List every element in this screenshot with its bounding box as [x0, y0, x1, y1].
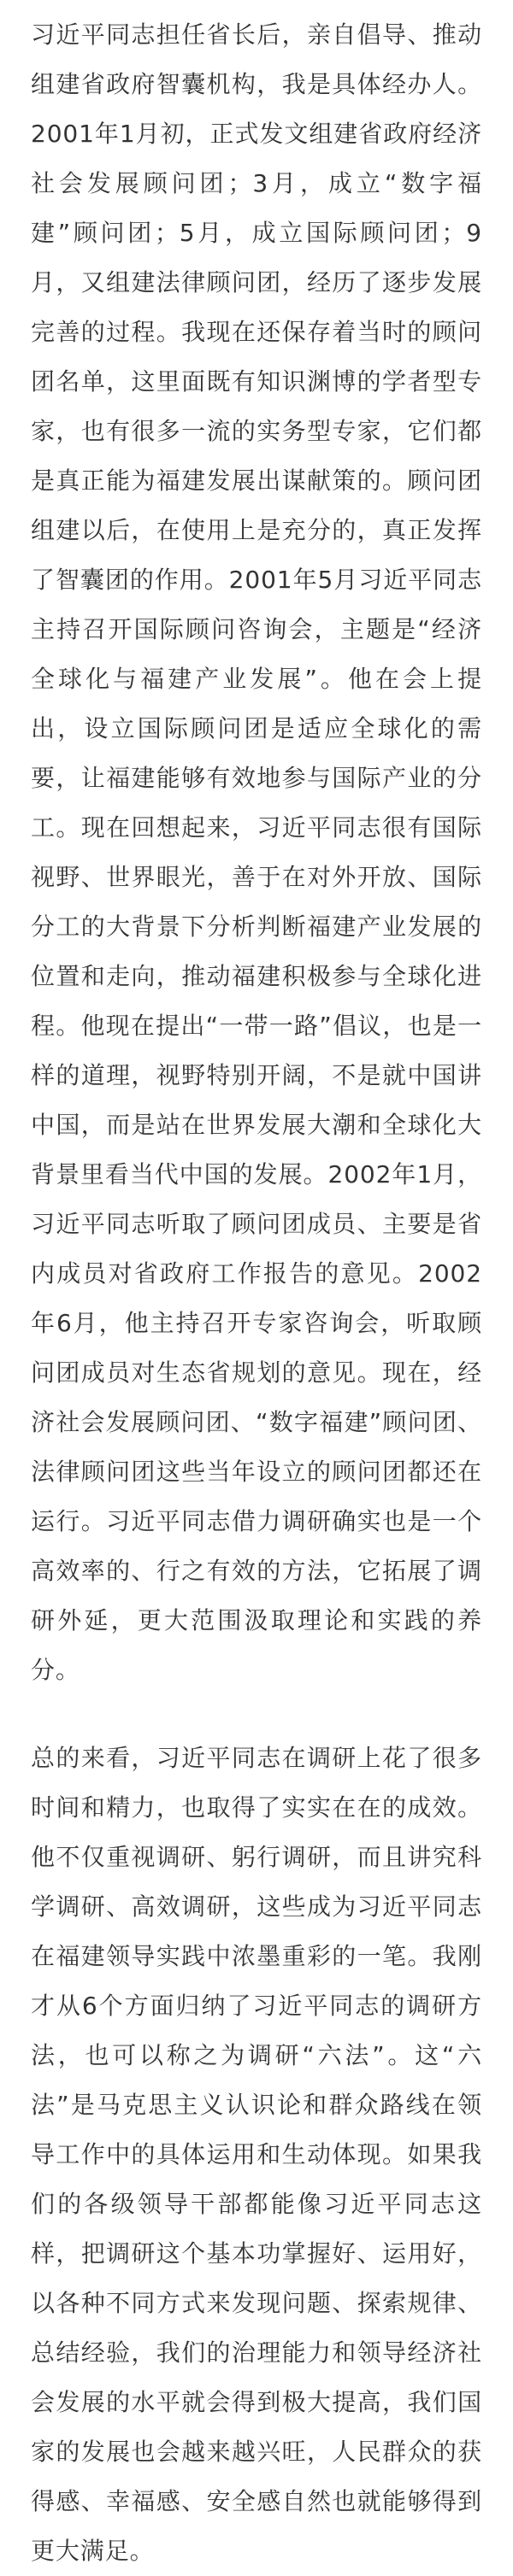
paragraph-advisory-groups: 习近平同志担任省长后，亲自倡导、推动组建省政府智囊机构，我是具体经办人。2001年1月初，正式发文组建省政府经济社会发展顾问团；3月，成立“数字福建”顾问团；5月，成立国际顾问团；9月，又组建法律顾问团，经历了逐步发展完善的过程。我现在还保存着当时的顾问团名单，这里面既有知识渊博的学者型专家，也有很多一流的实务型专家，它们都是真正能为福建发展出谋献策的。顾问团组建以后，在使用上是充分的，真正发挥了智囊团的作用。2001年5月习近平同志主持召开国际顾问咨询会，主题是“经济全球化与福建产业发展”。他在会上提出，设立国际顾问团是适应全球化的需要，让福建能够有效地参与国际产业的分工。现在回想起来，习近平同志很有国际视野、世界眼光，善于在对外开放、国际分工的大背景下分析判断福建产业发展的位置和走向，推动福建积极参与全球化进程。他现在提出“一带一路”倡议，也是一样的道理，视野特别开阔，不是就中国讲中国，而是站在世界发展大潮和全球化大背景里看当代中国的发展。2002年1月，习近平同志听取了顾问团成员、主要是省内成员对省政府工作报告的意见。2002年6月，他主持召开专家咨询会，听取顾问团成员对生态省规划的意见。现在，经济社会发展顾问团、“数字福建”顾问团、法律顾问团这些当年设立的顾问团都还在运行。习近平同志借力调研确实也是一个高效率的、行之有效的方法，它拓展了调研外延，更大范围汲取理论和实践的养分。 [31, 21, 482, 1684]
paragraph-summary: 总的来看，习近平同志在调研上花了很多时间和精力，也取得了实实在在的成效。他不仅重视调研、躬行调研，而且讲究科学调研、高效调研，这些成为习近平同志在福建领导实践中浓墨重彩的一笔。我刚才从6个方面归纳了习近平同志的调研方法，也可以称之为调研“六法”。这“六法”是马克思主义认识论和群众路线在领导工作中的具体运用和生动体现。如果我们的各级领导干部都能像习近平同志这样，把调研这个基本功掌握好、运用好，以各种不同方式来发现问题、探索规律、总结经验，我们的治理能力和领导经济社会发展的水平就会得到极大提高，我们国家的发展也会越来越兴旺，人民群众的获得感、幸福感、安全感自然也就能够得到更大满足。 [31, 1744, 482, 2565]
